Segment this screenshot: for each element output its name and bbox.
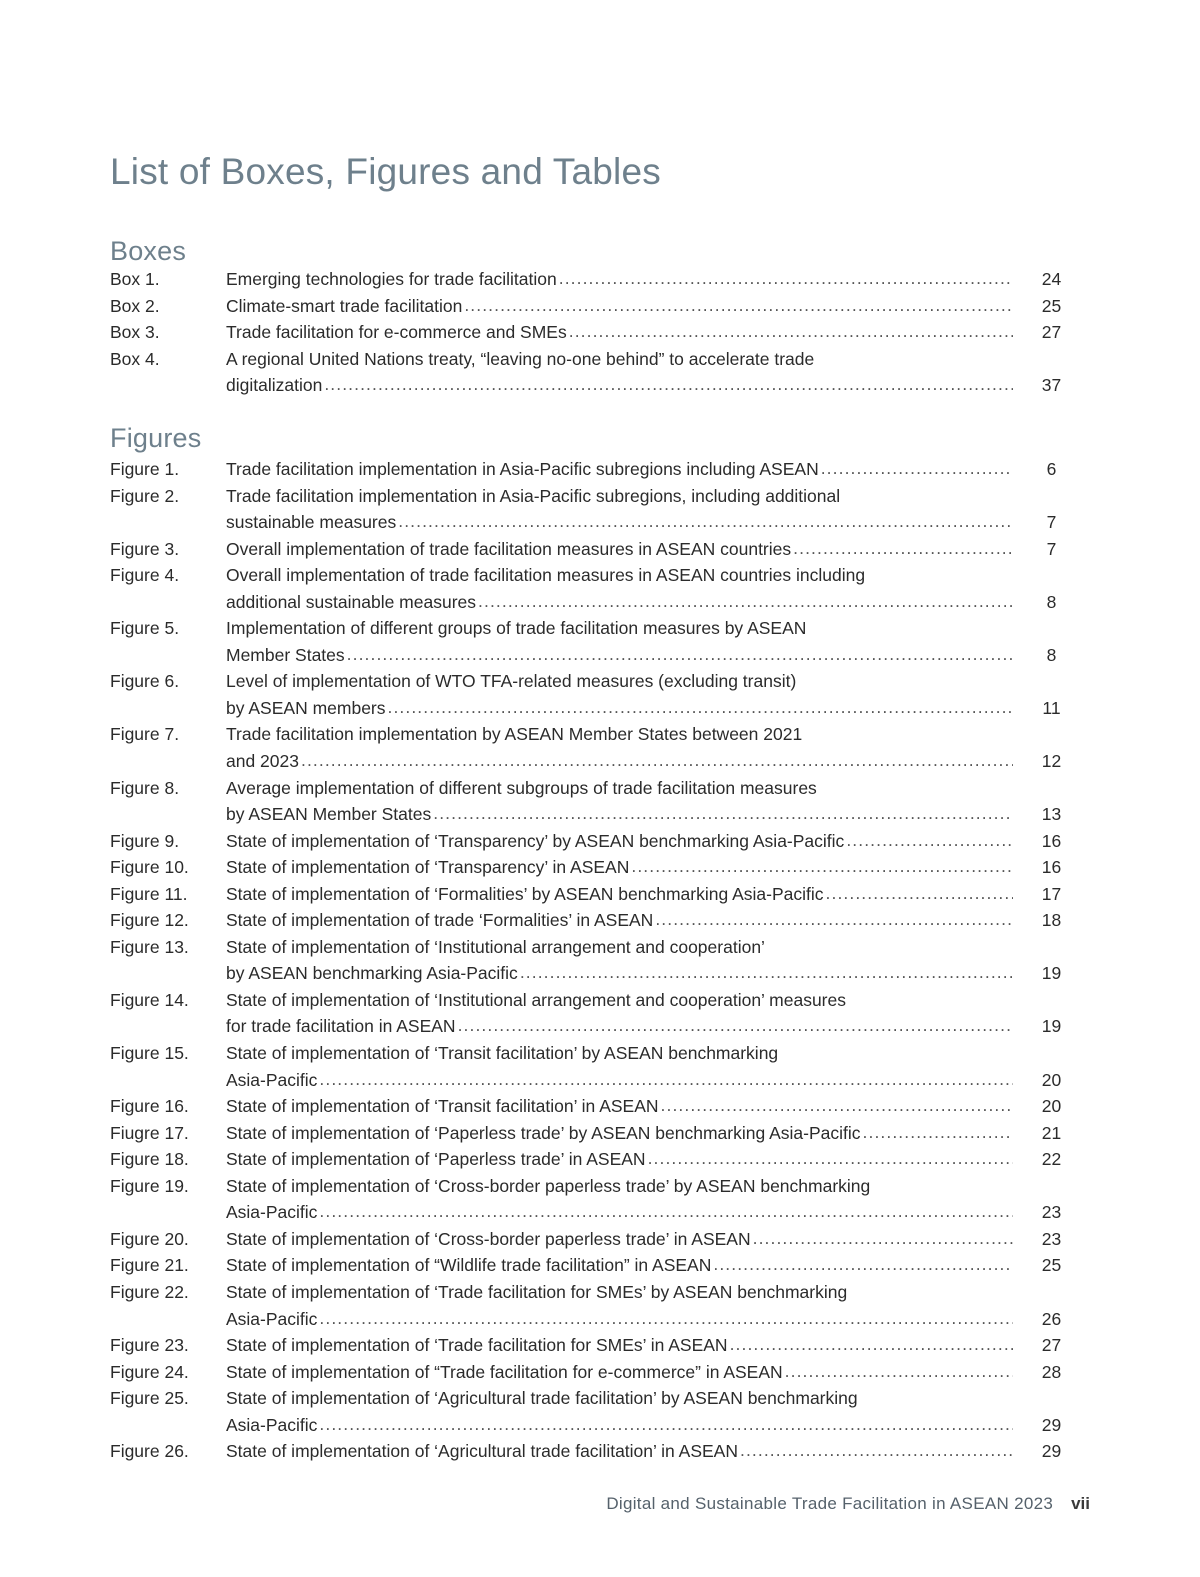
toc-entry-text-wrap (226, 910, 1013, 931)
toc-dot-leader (826, 885, 1013, 903)
toc-entry-page-number: 29 (1041, 1441, 1062, 1462)
toc-entry-label (110, 1070, 226, 1091)
toc-entry-title: Average implementation of different subgroups of trade facilitation measures (226, 777, 817, 798)
toc-entry-label: Figure 26. (110, 1441, 189, 1462)
toc-entry-label: Figure 18. (110, 1149, 189, 1170)
toc-entry-label: Figure 2. (110, 485, 180, 506)
toc-entry-line (110, 857, 1090, 884)
toc-entry-label (110, 963, 226, 984)
toc-entry-text-wrap (226, 1043, 1013, 1064)
toc-entry-page-number: 26 (1041, 1308, 1062, 1329)
toc-entry-text-wrap (226, 296, 1013, 317)
toc-entry-label (110, 1415, 226, 1436)
toc-entry-title: by ASEAN members (226, 697, 386, 718)
toc-entry-text-wrap (226, 645, 1013, 666)
toc-entry-line (110, 724, 1090, 751)
toc-dot-leader (785, 1363, 1013, 1381)
toc-dot-leader (388, 699, 1014, 717)
toc-entry[interactable] (110, 565, 1090, 618)
toc-entry-title: Asia-Pacific (226, 1202, 318, 1223)
toc-dot-leader (301, 752, 1013, 770)
toc-entry-title: A regional United Nations treaty, “leaving no-one behind” to accelerate trade (226, 348, 815, 369)
toc-entry-text-wrap (226, 1335, 1013, 1356)
toc-entry-line (110, 1123, 1090, 1150)
toc-entry-label (110, 512, 226, 533)
toc-entry[interactable] (110, 1335, 1090, 1362)
toc-entry-label (110, 751, 226, 772)
toc-entry-title: and 2023 (226, 751, 299, 772)
toc-entry-title: Overall implementation of trade facilitation measures in ASEAN countries including (226, 565, 866, 586)
toc-dot-leader (569, 323, 1013, 341)
toc-entry-title: Trade facilitation implementation in Asia-Pacific subregions including ASEAN (226, 459, 819, 479)
toc-entry-line (110, 671, 1090, 698)
toc-entry-line (110, 963, 1090, 990)
toc-dot-leader (458, 1017, 1013, 1035)
toc-entry-line (110, 645, 1090, 672)
toc-entry-page-number: 19 (1041, 1016, 1062, 1037)
toc-entry-page-number: 25 (1041, 1255, 1062, 1276)
page-footer (0, 1494, 1200, 1514)
toc-entry-page-number (1013, 671, 1090, 692)
toc-entry-page-number: 29 (1041, 1414, 1062, 1435)
toc-entry[interactable] (110, 539, 1090, 566)
toc-entry-title: State of implementation of ‘Institutional arrangement and cooperation’ measures (226, 989, 846, 1010)
toc-entry-title: Trade facilitation implementation by ASEAN Member States between 2021 (226, 724, 803, 745)
toc-dot-leader (753, 1230, 1013, 1248)
toc-entry-text-wrap (226, 1255, 1013, 1276)
toc-entry[interactable] (110, 1282, 1090, 1335)
toc-entry-title: State of implementation of ‘Institutional arrangement and cooperation’ (226, 936, 765, 957)
toc-entry-text-wrap (226, 724, 1013, 745)
toc-entry-label (110, 375, 226, 396)
toc-entry-text-wrap (226, 804, 1013, 825)
toc-entry-title: State of implementation of ‘Cross-border paperless trade’ in ASEAN (226, 1228, 751, 1249)
toc-entry-page-number: 16 (1041, 857, 1062, 878)
toc-entry-page-number (1013, 937, 1090, 958)
toc-entry[interactable] (110, 778, 1090, 831)
toc-entry-page-number: 27 (1041, 322, 1062, 343)
toc-entry-label: Figure 25. (110, 1388, 189, 1409)
toc-entry-page-number: 12 (1041, 751, 1062, 772)
footer-document-title: Digital and Sustainable Trade Facilitation in ASEAN 2023 (606, 1494, 1054, 1513)
toc-entry-page-number: 6 (1046, 459, 1057, 479)
toc-entry-title: State of implementation of ‘Transit facilitation’ in ASEAN (226, 1096, 659, 1117)
toc-entry-line (110, 1202, 1090, 1229)
toc-entry-line (110, 1070, 1090, 1097)
toc-entry-line (110, 804, 1090, 831)
toc-entry-line (110, 1335, 1090, 1362)
toc-entry-line (110, 1415, 1090, 1442)
toc-entry-text-wrap (226, 937, 1013, 958)
toc-entry-page-number (1013, 724, 1090, 745)
toc-entry-text-wrap (226, 990, 1013, 1011)
toc-entry-text-wrap (226, 1123, 1013, 1144)
toc-entry-page-number: 7 (1046, 512, 1057, 533)
toc-entry[interactable] (110, 618, 1090, 671)
toc-entry-text-wrap (226, 1441, 1013, 1462)
toc-dot-leader (648, 1150, 1013, 1168)
toc-entry-text-wrap (226, 322, 1013, 343)
toc-entry-text-wrap (226, 1176, 1013, 1197)
toc-entry-line (110, 1149, 1090, 1176)
toc-entry-text-wrap (226, 349, 1013, 370)
toc-entry-page-number: 13 (1041, 804, 1062, 825)
toc-entry[interactable] (110, 1176, 1090, 1229)
toc-entry-label: Figure 3. (110, 538, 180, 559)
toc-entry-page-number: 23 (1041, 1228, 1062, 1249)
toc-entry-title: State of implementation of ‘Transit facilitation’ by ASEAN benchmarking (226, 1043, 779, 1064)
toc-entry-title: Asia-Pacific (226, 1069, 318, 1090)
toc-entry-line (110, 592, 1090, 619)
toc-entry-title: State of implementation of ‘Trade facilitation for SMEs’ in ASEAN (226, 1335, 728, 1356)
toc-entry-page-number: 28 (1041, 1361, 1062, 1382)
toc-entry-label: Figure 21. (110, 1255, 189, 1276)
toc-entry-line (110, 1016, 1090, 1043)
toc-entry-label (110, 698, 226, 719)
toc-dot-leader (324, 376, 1013, 394)
toc-entry[interactable] (110, 1229, 1090, 1256)
toc-entry-title: State of implementation of ‘Agricultural trade facilitation’ in ASEAN (226, 1441, 738, 1462)
toc-entry-text-wrap (226, 269, 1013, 290)
toc-entry-page-number: 22 (1041, 1149, 1062, 1170)
toc-entry-text-wrap (226, 671, 1013, 692)
toc-entry-label (110, 645, 226, 666)
toc-entry-text-wrap (226, 486, 1013, 507)
toc-entry-title: Asia-Pacific (226, 1308, 318, 1329)
boxes-list (110, 269, 1090, 402)
toc-entry[interactable] (110, 937, 1090, 990)
toc-entry-page-number: 18 (1041, 910, 1062, 931)
toc-dot-leader (347, 646, 1013, 664)
toc-entry-label: Fiugre 17. (110, 1122, 189, 1143)
toc-entry-text-wrap (226, 778, 1013, 799)
toc-entry-text-wrap (226, 884, 1013, 905)
toc-entry-page-number: 8 (1046, 644, 1057, 665)
toc-entry[interactable] (110, 1123, 1090, 1150)
toc-entry[interactable] (110, 459, 1090, 486)
toc-entry-text-wrap (226, 1282, 1013, 1303)
toc-entry-label: Figure 14. (110, 989, 189, 1010)
toc-entry-page-number: 21 (1041, 1122, 1062, 1143)
toc-entry[interactable] (110, 1096, 1090, 1123)
toc-entry-page-number: 20 (1041, 1069, 1062, 1090)
toc-dot-leader (631, 858, 1013, 876)
toc-entry-line (110, 322, 1090, 349)
toc-entry-title: State of implementation of ‘Transparency’ by ASEAN benchmarking Asia-Pacific (226, 830, 845, 851)
toc-entry-line (110, 990, 1090, 1017)
toc-entry-title: digitalization (226, 375, 323, 396)
toc-entry-line (110, 1176, 1090, 1203)
toc-entry-title: Trade facilitation implementation in Asia-Pacific subregions, including additional (226, 485, 841, 506)
toc-entry-title: State of implementation of ‘Paperless trade’ in ASEAN (226, 1149, 646, 1170)
toc-entry-page-number: 24 (1041, 269, 1062, 289)
toc-entry-title: Implementation of different groups of trade facilitation measures by ASEAN (226, 618, 807, 639)
toc-dot-leader (319, 1203, 1013, 1221)
toc-entry-title: State of implementation of “Wildlife trade facilitation” in ASEAN (226, 1255, 712, 1276)
toc-entry-label: Box 2. (110, 295, 160, 316)
toc-entry-title: State of implementation of ‘Agricultural trade facilitation’ by ASEAN benchmarking (226, 1388, 858, 1409)
toc-entry-label: Figure 13. (110, 936, 189, 957)
toc-entry-text-wrap (226, 512, 1013, 533)
toc-entry-line (110, 375, 1090, 402)
toc-entry-title: State of implementation of “Trade facilitation for e-commerce” in ASEAN (226, 1361, 783, 1382)
toc-entry-page-number (1013, 349, 1090, 370)
toc-entry-label: Figure 1. (110, 459, 180, 479)
toc-dot-leader (846, 832, 1013, 850)
toc-entry-page-number (1013, 618, 1090, 639)
toc-entry-line (110, 910, 1090, 937)
toc-entry[interactable] (110, 1043, 1090, 1096)
toc-entry[interactable] (110, 1388, 1090, 1441)
toc-entry-line (110, 1043, 1090, 1070)
toc-entry[interactable] (110, 831, 1090, 858)
toc-entry-text-wrap (226, 375, 1013, 396)
toc-entry-label: Figure 6. (110, 671, 180, 692)
toc-entry-title: Asia-Pacific (226, 1414, 318, 1435)
toc-entry-text-wrap (226, 857, 1013, 878)
toc-entry-label: Figure 22. (110, 1281, 189, 1302)
toc-entry[interactable] (110, 1441, 1090, 1468)
toc-dot-leader (319, 1310, 1013, 1328)
toc-entry-title: for trade facilitation in ASEAN (226, 1016, 456, 1037)
toc-entry-title: Overall implementation of trade facilitation measures in ASEAN countries (226, 538, 792, 559)
toc-entry-page-number (1013, 1176, 1090, 1197)
toc-entry-title: Climate-smart trade facilitation (226, 295, 463, 316)
toc-entry-line (110, 778, 1090, 805)
toc-entry-text-wrap (226, 1096, 1013, 1117)
toc-entry[interactable] (110, 1255, 1090, 1282)
toc-entry-label: Figure 16. (110, 1096, 189, 1117)
toc-entry[interactable] (110, 910, 1090, 937)
toc-entry-line (110, 512, 1090, 539)
toc-dot-leader (478, 593, 1013, 611)
figures-list (110, 459, 1090, 1468)
toc-entry-page-number: 17 (1041, 883, 1062, 904)
toc-entry-page-number (1013, 1282, 1090, 1303)
toc-dot-leader (655, 911, 1013, 929)
toc-entry-page-number: 37 (1041, 375, 1062, 396)
toc-entry-text-wrap (226, 1070, 1013, 1091)
toc-entry-page-number (1013, 990, 1090, 1011)
section-heading-figures: Figures (110, 423, 202, 454)
toc-entry-label: Box 1. (110, 269, 160, 289)
toc-entry-page-number (1013, 1388, 1090, 1409)
toc-entry-line (110, 1255, 1090, 1282)
toc-entry-label: Box 4. (110, 348, 160, 369)
toc-entry-label (110, 1309, 226, 1330)
toc-entry-title: sustainable measures (226, 512, 397, 533)
footer-page-number: vii (1071, 1494, 1090, 1513)
section-heading-boxes: Boxes (110, 236, 187, 267)
toc-dot-leader (398, 513, 1013, 531)
toc-entry-title: Level of implementation of WTO TFA-related measures (excluding transit) (226, 671, 797, 692)
toc-entry[interactable] (110, 1149, 1090, 1176)
toc-entry[interactable] (110, 724, 1090, 777)
toc-entry-title: State of implementation of ‘Trade facilitation for SMEs’ by ASEAN benchmarking (226, 1281, 848, 1302)
toc-entry[interactable] (110, 349, 1090, 402)
toc-entry-text-wrap (226, 592, 1013, 613)
toc-entry-page-number (1013, 565, 1090, 586)
toc-entry-text-wrap (226, 1149, 1013, 1170)
toc-dot-leader (713, 1256, 1013, 1274)
toc-entry-page-number: 19 (1041, 963, 1062, 984)
toc-entry-label: Figure 11. (110, 883, 188, 904)
toc-entry-text-wrap (226, 1229, 1013, 1250)
toc-entry-label: Figure 24. (110, 1361, 189, 1382)
toc-entry-label: Figure 20. (110, 1228, 189, 1249)
toc-entry-line (110, 831, 1090, 858)
toc-entry-label: Figure 7. (110, 724, 180, 745)
toc-dot-leader (863, 1124, 1013, 1142)
toc-entry-page-number: 8 (1046, 591, 1057, 612)
toc-entry-text-wrap (226, 539, 1013, 560)
toc-entry-title: Emerging technologies for trade facilitation (226, 269, 557, 289)
toc-entry[interactable] (110, 857, 1090, 884)
toc-entry-line (110, 486, 1090, 513)
toc-dot-leader (661, 1097, 1013, 1115)
toc-entry-line (110, 296, 1090, 323)
toc-entry-text-wrap (226, 831, 1013, 852)
toc-entry-page-number (1013, 1043, 1090, 1064)
toc-entry-text-wrap (226, 1362, 1013, 1383)
toc-entry-line (110, 349, 1090, 376)
toc-entry-line (110, 751, 1090, 778)
toc-entry-label: Figure 10. (110, 857, 189, 878)
toc-entry[interactable] (110, 269, 1090, 296)
toc-dot-leader (520, 964, 1013, 982)
toc-entry-line (110, 1096, 1090, 1123)
toc-entry-line (110, 1229, 1090, 1256)
toc-dot-leader (319, 1416, 1013, 1434)
toc-entry-text-wrap (226, 698, 1013, 719)
toc-entry-line (110, 459, 1090, 486)
toc-dot-leader (464, 297, 1013, 315)
toc-entry[interactable] (110, 296, 1090, 323)
toc-entry-page-number: 7 (1046, 538, 1057, 559)
toc-entry-page-number (1013, 486, 1090, 507)
toc-entry[interactable] (110, 322, 1090, 349)
toc-entry-line (110, 698, 1090, 725)
toc-entry-text-wrap (226, 1309, 1013, 1330)
page-title: List of Boxes, Figures and Tables (110, 150, 661, 192)
toc-entry-title: State of implementation of ‘Cross-border paperless trade’ by ASEAN benchmarking (226, 1175, 871, 1196)
toc-entry-title: State of implementation of ‘Transparency’ in ASEAN (226, 857, 630, 878)
toc-entry-label: Figure 15. (110, 1043, 189, 1064)
toc-dot-leader (559, 270, 1013, 288)
toc-entry-title: by ASEAN Member States (226, 804, 432, 825)
toc-entry-label: Figure 4. (110, 565, 180, 586)
toc-entry-title: additional sustainable measures (226, 591, 477, 612)
toc-entry-page-number: 27 (1041, 1335, 1062, 1356)
toc-entry-page-number: 25 (1041, 295, 1062, 316)
toc-entry-label (110, 1016, 226, 1037)
toc-entry-line (110, 1388, 1090, 1415)
toc-entry-page-number: 16 (1041, 830, 1062, 851)
toc-entry-label: Box 3. (110, 322, 160, 343)
toc-entry-line (110, 884, 1090, 911)
toc-entry-label: Figure 8. (110, 777, 180, 798)
toc-entry-text-wrap (226, 565, 1013, 586)
toc-entry-label (110, 804, 226, 825)
toc-entry-label: Figure 19. (110, 1175, 189, 1196)
toc-entry-label (110, 592, 226, 613)
toc-entry-page-number (1013, 778, 1090, 799)
toc-entry-label: Figure 23. (110, 1335, 189, 1356)
toc-entry-text-wrap (226, 963, 1013, 984)
toc-entry-label (110, 1202, 226, 1223)
toc-entry-line (110, 1282, 1090, 1309)
toc-entry-line (110, 1362, 1090, 1389)
toc-entry[interactable] (110, 671, 1090, 724)
toc-entry-text-wrap (226, 1388, 1013, 1409)
toc-entry-text-wrap (226, 1202, 1013, 1223)
toc-entry-title: State of implementation of ‘Formalities’ by ASEAN benchmarking Asia-Pacific (226, 883, 824, 904)
toc-entry-text-wrap (226, 618, 1013, 639)
toc-entry[interactable] (110, 486, 1090, 539)
toc-entry-title: State of implementation of ‘Paperless trade’ by ASEAN benchmarking Asia-Pacific (226, 1122, 861, 1143)
toc-entry-title: State of implementation of trade ‘Formalities’ in ASEAN (226, 910, 654, 931)
toc-entry-text-wrap (226, 1415, 1013, 1436)
toc-entry-title: Trade facilitation for e-commerce and SMEs (226, 322, 567, 343)
toc-dot-leader (730, 1336, 1013, 1354)
toc-dot-leader (740, 1442, 1013, 1460)
toc-entry-label: Figure 5. (110, 618, 180, 639)
toc-entry-page-number: 20 (1041, 1096, 1062, 1117)
toc-entry-line (110, 1441, 1090, 1468)
toc-entry[interactable] (110, 1362, 1090, 1389)
toc-entry-text-wrap (226, 1016, 1013, 1037)
toc-entry-label: Figure 9. (110, 830, 180, 851)
toc-entry-text-wrap (226, 459, 1013, 480)
toc-entry-line (110, 1309, 1090, 1336)
toc-entry-page-number: 11 (1042, 697, 1061, 718)
toc-entry[interactable] (110, 884, 1090, 911)
toc-entry-label: Figure 12. (110, 910, 189, 931)
toc-entry-title: by ASEAN benchmarking Asia-Pacific (226, 963, 518, 984)
toc-dot-leader (821, 460, 1013, 478)
toc-dot-leader (319, 1071, 1013, 1089)
toc-entry-text-wrap (226, 751, 1013, 772)
toc-entry-page-number: 23 (1041, 1202, 1062, 1223)
toc-entry-line (110, 937, 1090, 964)
toc-entry-line (110, 618, 1090, 645)
toc-entry-line (110, 565, 1090, 592)
toc-entry-line (110, 269, 1090, 296)
toc-entry-line (110, 539, 1090, 566)
toc-dot-leader (793, 540, 1013, 558)
toc-entry-title: Member States (226, 644, 345, 665)
toc-dot-leader (433, 805, 1013, 823)
toc-entry[interactable] (110, 990, 1090, 1043)
